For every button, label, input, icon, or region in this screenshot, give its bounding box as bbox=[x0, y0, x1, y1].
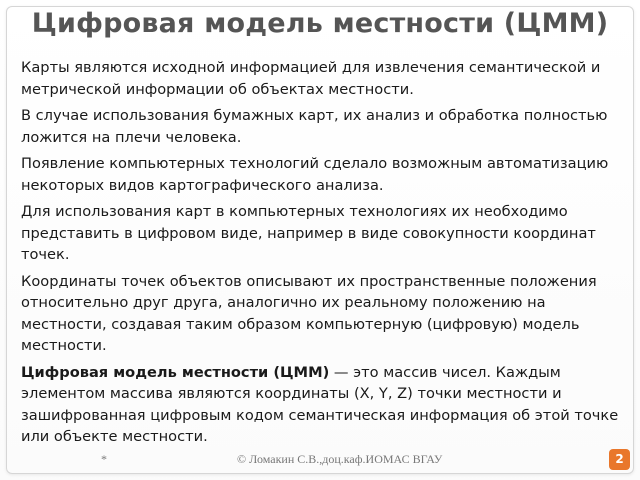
slide-title: Цифровая модель местности (ЦММ) bbox=[31, 8, 609, 39]
paragraph-4: Для использования карт в компьютерных технологиях их необходимо представить в цифровом виде, например в виде совокупности координат точек. bbox=[21, 203, 596, 263]
paragraph-5: Координаты точек объектов описывают их пространственные положения относительно друг друга, аналогично их реальному положению на местности, создавая таким образом компьютерную (цифровую) модель местности. bbox=[21, 272, 597, 354]
footer-star: * bbox=[101, 452, 107, 466]
definition-paragraph bbox=[21, 362, 626, 448]
paragraph-2: В случае использования бумажных карт, их анализ и обработка полностью ложится на плечи человека. bbox=[21, 107, 608, 146]
paragraph-1: Карты являются исходной информацией для извлечения семантической и метрической информации об объектах местности. bbox=[21, 59, 601, 98]
definition-term: Цифровая модель местности (ЦММ) bbox=[21, 363, 330, 381]
footer-copyright: © Ломакин С.В.,доц.каф.ИОМАС ВГАУ bbox=[237, 452, 443, 466]
definition-text: — это массив чисел. Каждым элементом массива являются координаты (X, Y, Z) точки местности и зашифрованная цифровым кодом семантическая информация об этой точке или объекте местности. bbox=[21, 363, 619, 445]
paragraph-3: Появление компьютерных технологий сделало возможным автоматизацию некоторых видов картографического анализа. bbox=[21, 155, 609, 194]
page-number-badge: 2 bbox=[609, 449, 630, 470]
slide-body bbox=[21, 57, 626, 453]
